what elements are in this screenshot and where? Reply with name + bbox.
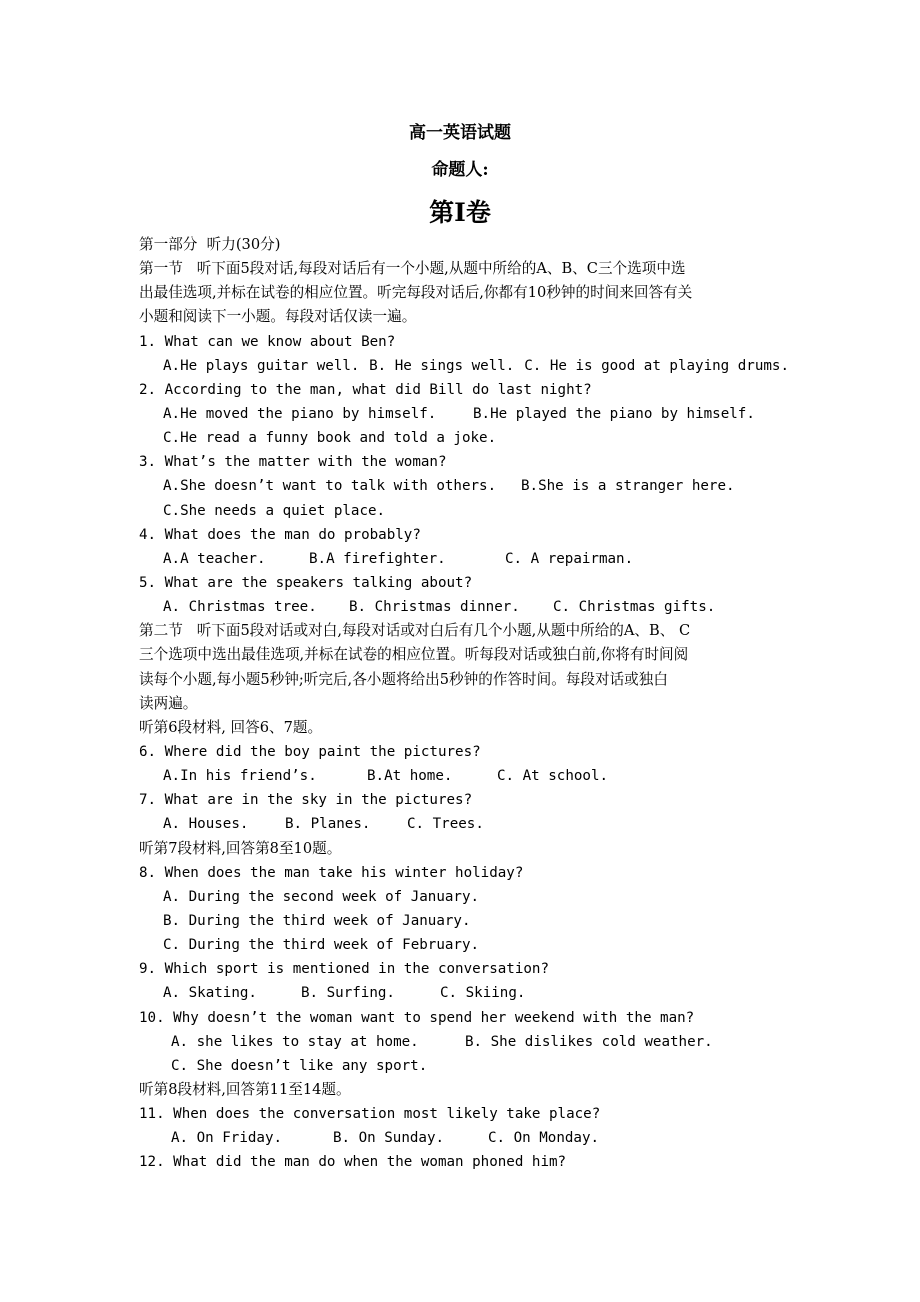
option-c: C. During the third week of February. [163,937,480,954]
question-stem: 3. What’s the matter with the woman? [139,454,447,471]
option-c: C.He read a funny book and told a joke. [163,430,497,447]
option-a: A. Houses. [163,816,249,833]
question-stem: 12. What did the man do when the woman phoned him? [139,1154,567,1171]
option-c: C. Trees. [407,816,484,833]
option-b: B. During the third week of January. [163,912,471,929]
option-a: A. Skating. [163,985,257,1002]
option-b: B. On Sunday. [333,1130,445,1147]
option-b: B. Christmas dinner. [349,599,520,616]
option-a: A.A teacher. [163,550,266,567]
option-a: A. On Friday. [171,1130,283,1147]
option-b: B.A firefighter. [309,550,446,567]
question-stem: 9. Which sport is mentioned in the conversation? [139,961,549,978]
question-stem: 7. What are in the sky in the pictures? [139,792,473,809]
option-a: A.She doesn’t want to talk with others. [163,478,497,495]
option-b: B.He played the piano by himself. [473,405,755,422]
option-c: C. Christmas gifts. [553,599,716,616]
question-stem: 10. Why doesn’t the woman want to spend her weekend with the man? [139,1009,695,1026]
section-instructions-line: 三个选项中选出最佳选项,并标在试卷的相应位置。听每段对话或独白前,你将有时间阅 [139,646,689,664]
option-c: C.She needs a quiet place. [163,502,386,519]
exam-body [139,233,789,1174]
option-a: A. During the second week of January. [163,888,480,905]
option-a: A.In his friend’s. [163,768,317,785]
options-row [139,1126,789,1150]
question-stem: 2. According to the man, what did Bill do last night? [139,381,592,398]
question-stem: 4. What does the man do probably? [139,526,421,543]
option-c: C. Skiing. [440,985,526,1002]
options-row [139,402,789,426]
section-instructions-line: 第一节 听下面5段对话,每段对话后有一个小题,从题中所给的A、B、C三个选项中选 [139,260,686,278]
section-instructions-line: 小题和阅读下一小题。每段对话仅读一遍。 [139,308,417,326]
section-instructions-line: 第二节 听下面5段对话或对白,每段对话或对白后有几个小题,从题中所给的A、B、 C [139,622,691,640]
question-stem: 1. What can we know about Ben? [139,333,396,350]
option-b: B. He sings well. [369,357,515,374]
option-b: B.She is a stranger here. [521,478,735,495]
material-heading: 听第7段材料,回答第8至10题。 [139,839,342,857]
section-instructions-line: 读每个小题,每小题5秒钟;听完后,各小题将给出5秒钟的作答时间。每段对话或独白 [139,670,668,688]
options-row [139,474,789,498]
section-instructions-line: 出最佳选项,并标在试卷的相应位置。听完每段对话后,你都有10秒钟的时间来回答有关 [139,284,693,302]
option-c: C. On Monday. [488,1130,600,1147]
option-a: A. she likes to stay at home. [171,1033,419,1050]
option-a: A.He moved the piano by himself. [163,405,437,422]
option-b: B. Surfing. [301,985,395,1002]
question-stem: 6. Where did the boy paint the pictures? [139,743,481,760]
options-row [139,981,789,1005]
option-a: A.He plays guitar well. [163,357,360,374]
section-instructions-line: 读两遍。 [139,694,198,712]
options-row [139,547,789,571]
options-row [139,764,789,788]
volume-heading: 第Ⅰ卷 [429,198,491,227]
option-b: B. Planes. [285,816,371,833]
options-row [139,1030,789,1054]
option-c: C. She doesn’t like any sport. [171,1057,428,1074]
option-c: C. At school. [497,768,609,785]
option-c: C. He is good at playing drums. [524,357,789,374]
material-heading: 听第8段材料,回答第11至14题。 [139,1080,351,1098]
material-heading: 听第6段材料, 回答6、7题。 [139,718,323,736]
exam-title: 高一英语试题 [409,123,511,143]
options-row [139,812,789,836]
author-label: 命题人: [431,160,489,180]
part-heading: 第一部分 听力(30分) [139,236,281,253]
options-row [139,595,789,619]
option-c: C. A repairman. [505,550,634,567]
question-stem: 8. When does the man take his winter holiday? [139,864,524,881]
question-stem: 5. What are the speakers talking about? [139,574,473,591]
option-b: B.At home. [367,768,453,785]
options-row [139,354,789,378]
question-stem: 11. When does the conversation most likely take place? [139,1106,601,1123]
option-a: A. Christmas tree. [163,599,317,616]
option-b: B. She dislikes cold weather. [465,1033,713,1050]
